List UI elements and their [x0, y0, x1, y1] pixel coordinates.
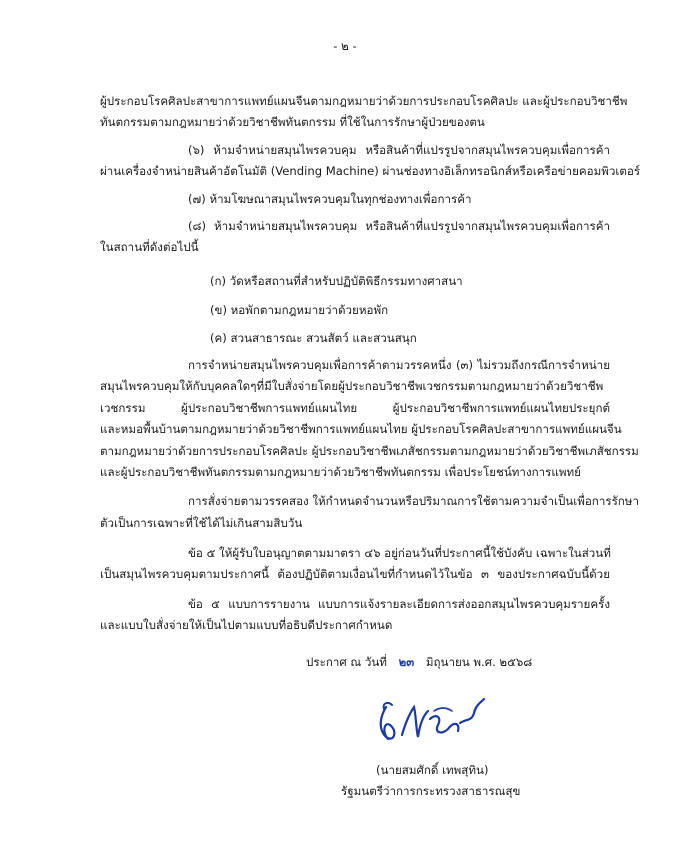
signatory-title: รัฐมนตรีว่าการกระทรวงสาธารณสุข [341, 784, 521, 798]
item6-line1: (๖) ห้ามจำหน่ายสมุนไพรควบคุม หรือสินค้าที่แปรรูปจากสมุนไพรควบคุมเพื่อการค้า [188, 143, 610, 157]
item8-line2: ในสถานที่ดังต่อไปนี้ [100, 240, 199, 254]
date-prefix: ประกาศ ณ วันที่ [306, 655, 387, 669]
date-suffix: มิถุนายน พ.ศ. ๒๕๖๘ [425, 655, 533, 669]
para1-line1: ผู้ประกอบโรคศิลปะสาขาการแพทย์แผนจีนตามกฎหมายว่าด้วยการประกอบโรคศิลปะ และผู้ประกอบวิชาชีพ [100, 94, 628, 108]
para3-line2: ตัวเป็นการเฉพาะที่ใช้ได้ไม่เกินสามสิบวัน [100, 516, 303, 530]
clause5a-line1: ข้อ ๕ ให้ผู้รับใบอนุญาตตามมาตรา ๔๖ อยู่ก่อนวันที่ประกาศนี้ใช้บังคับ เฉพาะในส่วนที่ [188, 546, 611, 560]
subitem-kho-khon: (ค) สวนสาธารณะ สวนสัตว์ และสวนสนุก [210, 331, 417, 345]
signatory-name: (นายสมศักดิ์ เทพสุทิน) [376, 763, 489, 777]
clause5a-line2: เป็นสมุนไพรควบคุมตามประกาศนี้ ต้องปฏิบัติตามเงื่อนไขที่กำหนดไว้ในข้อ ๓ ของประกาศฉบับนี้ด้วย [100, 567, 610, 581]
item8-line1: (๘) ห้ามจำหน่ายสมุนไพรควบคุม หรือสินค้าที่แปรรูปจากสมุนไพรควบคุมเพื่อการค้า [188, 219, 610, 233]
para2-line1: การจำหน่ายสมุนไพรควบคุมเพื่อการค้าตามวรรคหนึ่ง (๓) ไม่รวมถึงกรณีการจำหน่าย [188, 358, 610, 372]
date-day: ๒๓ [398, 655, 415, 669]
para2-line5: ตามกฎหมายว่าด้วยการประกอบโรคศิลปะ ผู้ประกอบวิชาชีพเภสัชกรรมตามกฎหมายว่าด้วยวิชาชีพเภสัชกรรม [100, 444, 639, 458]
signature-image [372, 693, 492, 749]
para2-line4: และหมอพื้นบ้านตามกฎหมายว่าด้วยวิชาชีพการแพทย์แผนไทย ผู้ประกอบโรคศิลปะสาขาการแพทย์แผนจีน [100, 422, 622, 436]
item7: (๗) ห้ามโฆษณาสมุนไพรควบคุมในทุกช่องทางเพื่อการค้า [188, 192, 472, 206]
para1-line2: ทันตกรรมตามกฎหมายว่าด้วยวิชาชีพทันตกรรม ที่ใช้ในการรักษาผู้ป่วยของตน [100, 115, 485, 129]
para2-line6: และผู้ประกอบวิชาชีพทันตกรรมตามกฎหมายว่าด้วยวิชาชีพทันตกรรม เพื่อประโยชน์ทางการแพทย์ [100, 465, 581, 479]
para3-line1: การสั่งจ่ายตามวรรคสอง ให้กำหนดจำนวนหรือปริมาณการใช้ตามความจำเป็นเพื่อการรักษา [188, 494, 639, 508]
subitem-ko: (ก) วัดหรือสถานที่สำหรับปฏิบัติพิธีกรรมทางศาสนา [210, 274, 463, 288]
para2-line3: เวชกรรม ผู้ประกอบวิชาชีพการแพทย์แผนไทย ผู้ประกอบวิชาชีพการแพทย์แผนไทยประยุกต์ [100, 401, 610, 415]
subitem-kho: (ข) หอพักตามกฎหมายว่าด้วยหอพัก [210, 303, 389, 317]
clause5b-line1: ข้อ ๕ แบบการรายงาน แบบการแจ้งรายละเอียดการส่งออกสมุนไพรควบคุมรายครั้ง [188, 597, 610, 611]
item6-line2: ผ่านเครื่องจำหน่ายสินค้าอัตโนมัติ (Vending Machine) ผ่านช่องทางอิเล็กทรอนิกส์หรือเครือข่ายคอมพิวเตอร์ [100, 164, 641, 178]
clause5b-line2: และแบบใบสั่งจ่ายให้เป็นไปตามแบบที่อธิบดีประกาศกำหนด [100, 618, 393, 632]
date-line [306, 654, 532, 670]
para2-line2: สมุนไพรควบคุมให้กับบุคคลใดๆที่มีใบสั่งจ่ายโดยผู้ประกอบวิชาชีพเวชกรรมตามกฎหมายว่าด้วยวิชาชีพ [100, 379, 604, 393]
page-number: - ๒ - [333, 39, 357, 53]
